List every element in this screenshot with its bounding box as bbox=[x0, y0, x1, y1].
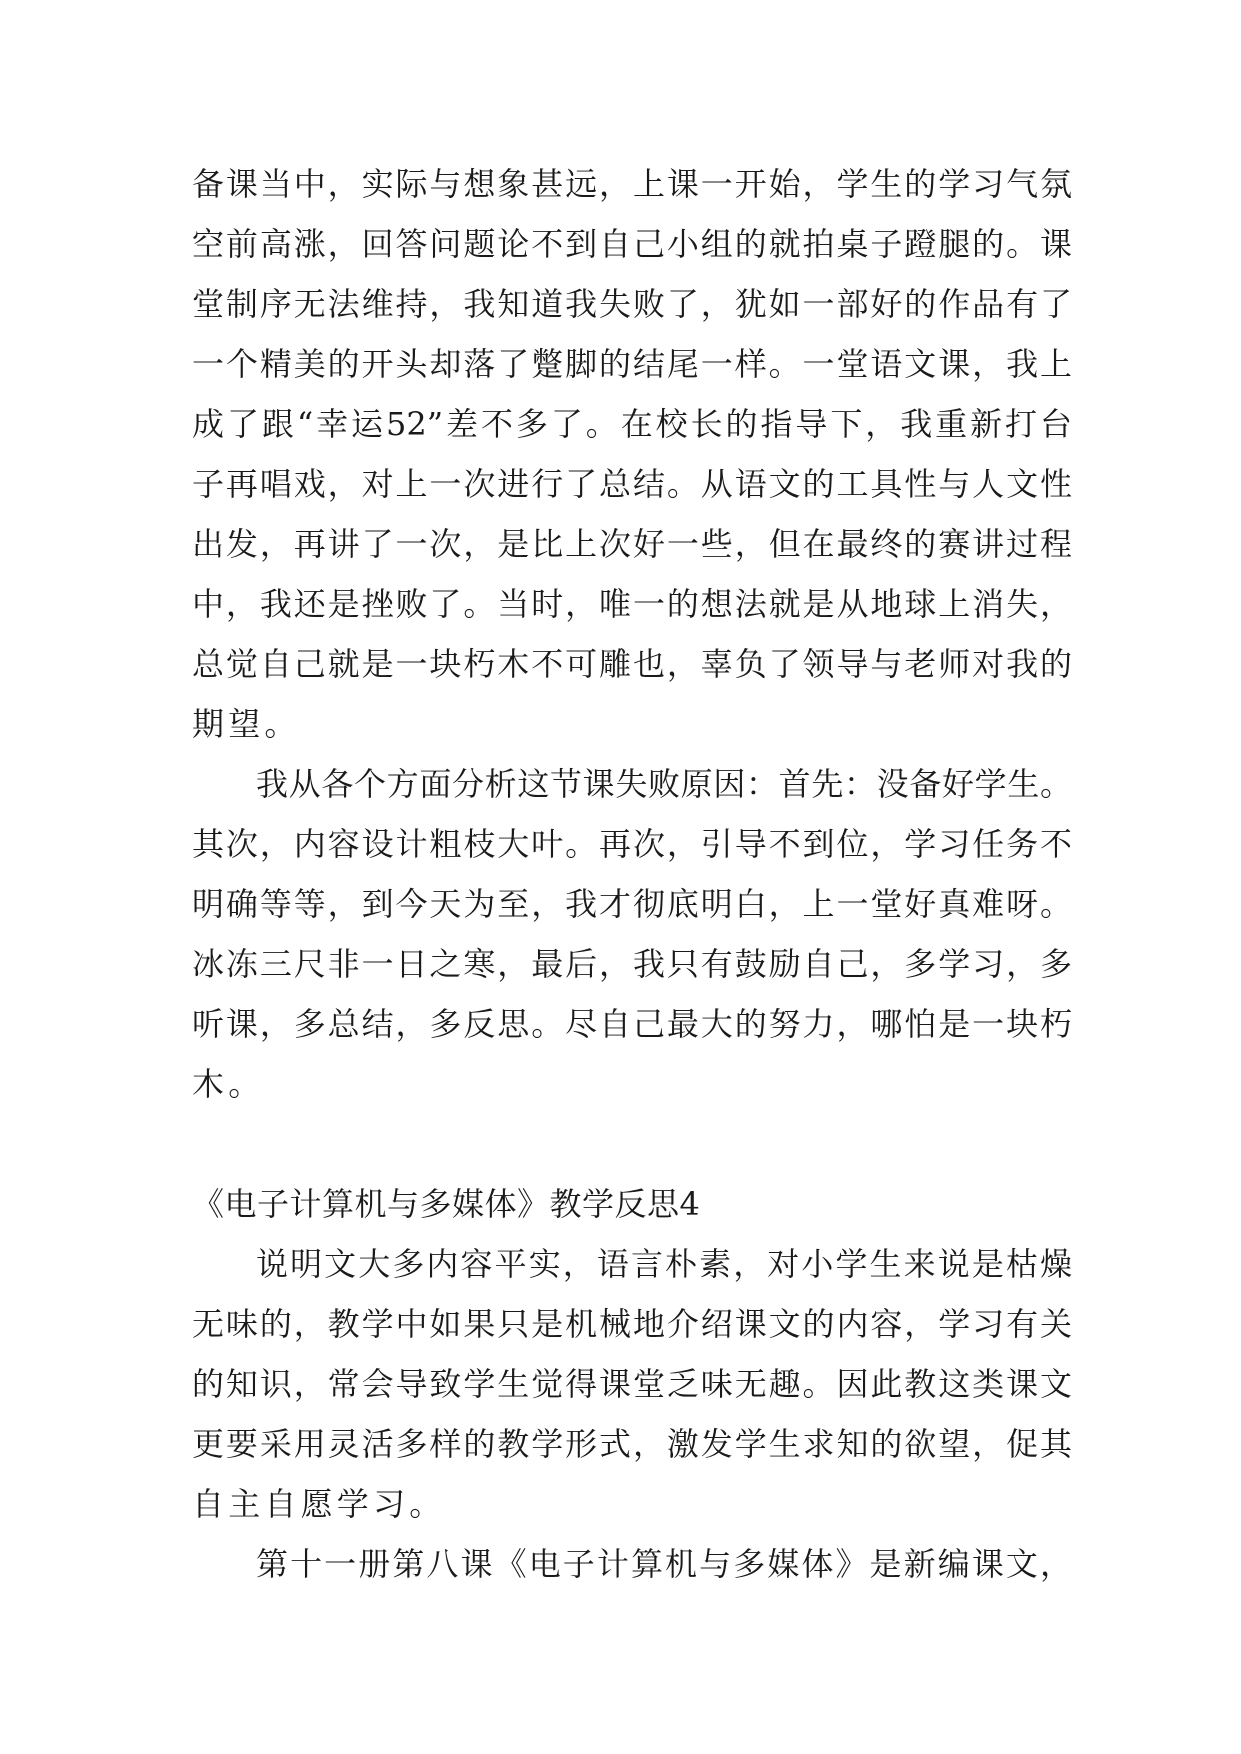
paragraph-line: 冰冻三尺非一日之寒，最后，我只有鼓励自己，多学习，多 bbox=[192, 945, 1072, 983]
paragraph-line: 空前高涨，回答问题论不到自己小组的就拍桌子蹬腿的。课 bbox=[192, 225, 1072, 263]
section-heading: 《电子计算机与多媒体》教学反思4 bbox=[192, 1185, 701, 1223]
paragraph-line: 无味的，教学中如果只是机械地介绍课文的内容，学习有关 bbox=[192, 1305, 1072, 1343]
paragraph-first-line: 说明文大多内容平实，语言朴素，对小学生来说是枯燥 bbox=[256, 1245, 1072, 1283]
paragraph-first-line: 我从各个方面分析这节课失败原因：首先：没备好学生。 bbox=[256, 765, 1072, 803]
paragraph-line: 堂制序无法维持，我知道我失败了，犹如一部好的作品有了 bbox=[192, 285, 1072, 323]
paragraph-line: 出发，再讲了一次，是比上次好一些，但在最终的赛讲过程 bbox=[192, 525, 1072, 563]
paragraph-line: 明确等等，到今天为至，我才彻底明白，上一堂好真难呀。 bbox=[192, 885, 1072, 923]
paragraph-line: 子再唱戏，对上一次进行了总结。从语文的工具性与人文性 bbox=[192, 465, 1072, 503]
paragraph-line: 一个精美的开头却落了蹩脚的结尾一样。一堂语文课，我上 bbox=[192, 345, 1072, 383]
paragraph-line: 备课当中，实际与想象甚远，上课一开始，学生的学习气氛 bbox=[192, 165, 1072, 203]
paragraph-line: 木。 bbox=[192, 1065, 265, 1103]
paragraph-line: 更要采用灵活多样的教学形式，激发学生求知的欲望，促其 bbox=[192, 1425, 1072, 1463]
paragraph-line: 中，我还是挫败了。当时，唯一的想法就是从地球上消失， bbox=[192, 585, 1072, 623]
paragraph-line: 期望。 bbox=[192, 705, 301, 743]
paragraph-line: 听课，多总结，多反思。尽自己最大的努力，哪怕是一块朽 bbox=[192, 1005, 1072, 1043]
paragraph-first-line: 第十一册第八课《电子计算机与多媒体》是新编课文， bbox=[256, 1545, 1072, 1583]
paragraph-line: 自主自愿学习。 bbox=[192, 1485, 446, 1523]
paragraph-line: 其次，内容设计粗枝大叶。再次，引导不到位，学习任务不 bbox=[192, 825, 1072, 863]
paragraph-line: 的知识，常会导致学生觉得课堂乏味无趣。因此教这类课文 bbox=[192, 1365, 1072, 1403]
paragraph-line: 总觉自己就是一块朽木不可雕也，辜负了领导与老师对我的 bbox=[192, 645, 1072, 683]
paragraph-line: 成了跟“幸运52”差不多了。在校长的指导下，我重新打台 bbox=[192, 405, 1072, 443]
